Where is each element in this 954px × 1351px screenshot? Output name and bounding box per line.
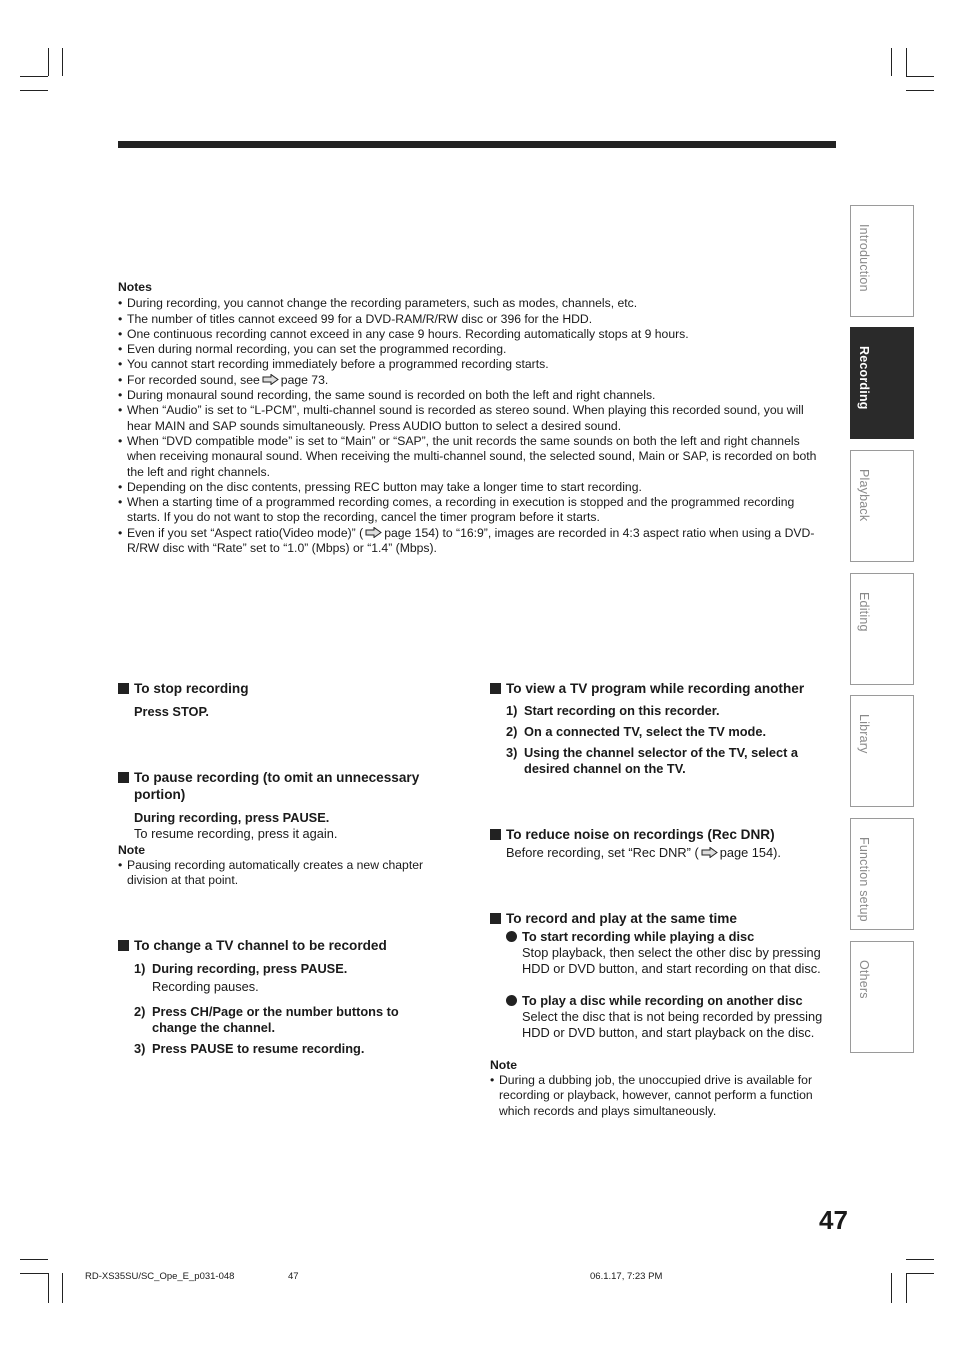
stop-recording-heading: [118, 680, 464, 697]
heading-text: To view a TV program while recording another: [506, 681, 805, 696]
note-item: [118, 526, 830, 557]
tab-introduction[interactable]: [850, 205, 914, 317]
stop-instruction: Press STOP.: [134, 704, 209, 719]
note-item: • One continuous recording cannot exceed in any case 9 hours. Recording automatically stops at 9 hours.: [118, 327, 830, 342]
view-step-2: [506, 724, 826, 740]
record-play-item-1: [506, 929, 836, 977]
notes-title: Notes: [118, 280, 152, 294]
step-text: Start recording on this recorder.: [524, 703, 720, 718]
rec-dnr-pre: Before recording, set “Rec DNR” (: [506, 845, 699, 860]
crop-mark: [20, 90, 48, 91]
section-square-icon: [118, 772, 129, 783]
bullet-circle-icon: [506, 931, 517, 942]
section-square-icon: [490, 829, 501, 840]
section-square-icon: [490, 683, 501, 694]
section-square-icon: [490, 913, 501, 924]
crop-mark: [906, 76, 934, 77]
channel-step-2: [134, 1004, 434, 1036]
note-sound-post: page 73.: [280, 372, 329, 387]
crop-mark: [906, 90, 934, 91]
item-text: Select the disc that is not being recorded by pressing HDD or DVD button, and start playback on the disc.: [522, 1009, 823, 1040]
heading-text: To pause recording (to omit an unnecessary portion): [134, 770, 420, 802]
page-ref-arrow-icon: [262, 374, 279, 385]
rec-dnr-heading: [490, 826, 851, 843]
crop-mark: [48, 48, 49, 76]
note-item: • During monaural sound recording, the same sound is recorded on both the left and right channels.: [118, 388, 830, 403]
channel-step-1: [134, 961, 434, 995]
footer-timestamp: 06.1.17, 7:23 PM: [590, 1271, 663, 1282]
footer-file: RD-XS35SU/SC_Ope_E_p031-048: [85, 1271, 235, 1282]
step-text: On a connected TV, select the TV mode.: [524, 724, 767, 739]
pause-note-item: • Pausing recording automatically creates a new chapter division at that point.: [118, 858, 457, 889]
crop-mark: [906, 48, 907, 76]
section-square-icon: [118, 940, 129, 951]
tab-library[interactable]: [850, 695, 914, 807]
pause-recording-heading: [118, 769, 464, 803]
tab-label: Function setup: [857, 837, 871, 922]
crop-mark: [62, 1273, 63, 1303]
heading-text: To change a TV channel to be recorded: [134, 938, 387, 953]
step-text: Press PAUSE to resume recording.: [152, 1041, 365, 1056]
notes-list: [118, 296, 830, 556]
note-item: • During recording, you cannot change the recording parameters, such as modes, channels, etc.: [118, 296, 830, 311]
note-item: • Even during normal recording, you can set the programmed recording.: [118, 342, 830, 357]
step-text: During recording, press PAUSE.: [152, 961, 348, 976]
crop-mark: [62, 48, 63, 76]
step-text: Press CH/Page or the number buttons to change the channel.: [152, 1004, 399, 1035]
item-text: Stop playback, then select the other disc by pressing HDD or DVD button, and start recording on that disc.: [522, 945, 821, 976]
crop-mark: [20, 1259, 48, 1260]
item-title: To play a disc while recording on another disc: [522, 993, 803, 1008]
step-number: 2): [506, 724, 518, 739]
note-item: • The number of titles cannot exceed 99 for a DVD-RAM/R/RW disc or 396 for the HDD.: [118, 312, 830, 327]
tab-editing[interactable]: [850, 573, 914, 685]
crop-mark: [906, 1273, 907, 1303]
note-aspect-post: page 154) to “16:9”, images are recorded in 4:3 aspect ratio when using a DVD-R/RW disc with “Rate” set to “1.0” (Mbps) or “1.4” (Mbps).: [127, 525, 815, 556]
page-ref-arrow-icon: [365, 527, 382, 538]
crop-mark: [906, 1273, 934, 1274]
note-sound-pre: For recorded sound, see: [127, 372, 260, 387]
crop-mark: [891, 48, 892, 76]
crop-mark: [48, 1273, 49, 1303]
pause-note-label: Note: [118, 843, 146, 857]
bullet-circle-icon: [506, 995, 517, 1006]
record-play-item-2: [506, 993, 836, 1041]
note-aspect-pre: Even if you set “Aspect ratio(Video mode)” (: [127, 525, 364, 540]
tab-label: Introduction: [857, 224, 871, 292]
step-text: Using the channel selector of the TV, select a desired channel on the TV.: [524, 745, 799, 776]
heading-text: To stop recording: [134, 681, 249, 696]
tab-label: Library: [857, 714, 871, 754]
pause-instruction: During recording, press PAUSE.: [134, 810, 330, 825]
crop-mark: [906, 1259, 934, 1260]
pause-resume-text: To resume recording, press it again.: [134, 826, 338, 841]
tab-label: Others: [857, 960, 871, 999]
heading-text: To record and play at the same time: [506, 911, 737, 926]
crop-mark: [20, 76, 48, 77]
record-play-note-item: • During a dubbing job, the unoccupied drive is available for recording or playback, however, cannot perform a function which records and plays simultaneously.: [490, 1073, 844, 1119]
crop-mark: [20, 1273, 48, 1274]
note-item: • When “DVD compatible mode” is set to “Main” or “SAP”, the unit records the same sounds on both the left and right channels when receiving monaural sound. When receiving the multi-channel sound, the selected sound, Main or SAP, is recorded on both the left and right channels.: [118, 434, 830, 480]
note-item: • You cannot start recording immediately before a programmed recording starts.: [118, 357, 830, 372]
step-number: 3): [134, 1041, 146, 1056]
tab-label: Editing: [857, 592, 871, 632]
page-ref-arrow-icon: [701, 847, 718, 858]
crop-mark: [891, 1273, 892, 1303]
header-rule: [118, 141, 836, 148]
record-play-note-label: Note: [490, 1058, 518, 1072]
view-step-3: [506, 745, 826, 777]
step-number: 1): [134, 961, 146, 976]
channel-step-3: [134, 1041, 434, 1057]
tab-label: Recording: [857, 346, 871, 410]
tab-playback[interactable]: [850, 450, 914, 562]
view-step-1: [506, 703, 826, 719]
step-number: 2): [134, 1004, 146, 1019]
section-square-icon: [118, 683, 129, 694]
tab-recording[interactable]: [850, 327, 914, 439]
rec-dnr-text: [506, 845, 826, 861]
note-item: • When a starting time of a programmed recording comes, a recording in execution is stopped and the programmed recording starts. If you do not want to stop the recording, cancel the timer program before it starts.: [118, 495, 830, 526]
step-number: 1): [506, 703, 518, 718]
heading-text: To reduce noise on recordings (Rec DNR): [506, 827, 775, 842]
note-item: • Depending on the disc contents, pressing REC button may take a longer time to start recording.: [118, 480, 830, 495]
notes-section: [118, 280, 830, 556]
tab-function-setup[interactable]: [850, 818, 914, 930]
tab-label: Playback: [857, 469, 871, 522]
change-channel-heading: [118, 937, 464, 954]
item-title: To start recording while playing a disc: [522, 929, 755, 944]
rec-dnr-post: page 154).: [719, 845, 781, 860]
view-tv-heading: [490, 680, 851, 697]
note-item: [118, 373, 830, 388]
step-subtext: Recording pauses.: [152, 979, 259, 994]
footer-page: 47: [288, 1271, 299, 1282]
page-number: 47: [819, 1205, 848, 1235]
tab-others[interactable]: [850, 941, 914, 1053]
record-play-heading: [490, 910, 851, 927]
note-item: • When “Audio” is set to “L-PCM”, multi-channel sound is recorded as stereo sound. When playing this recorded sound, you will hear MAIN and SAP sounds simultaneously. Press AUDIO button to select a desired sound.: [118, 403, 830, 434]
step-number: 3): [506, 745, 518, 760]
